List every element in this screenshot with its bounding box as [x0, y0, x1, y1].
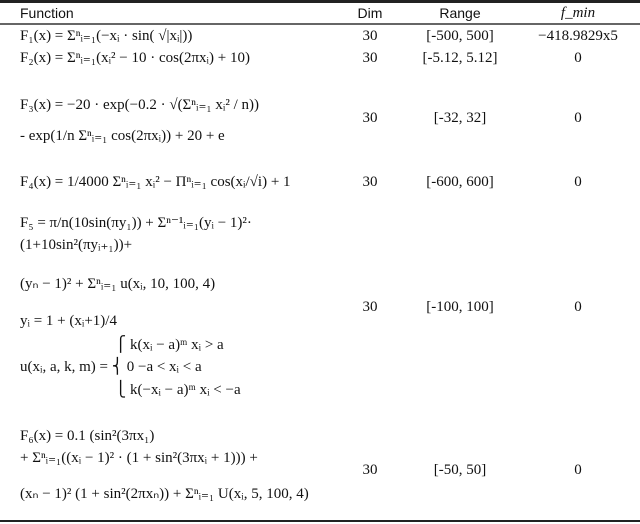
dim-f5: 30 [362, 299, 378, 315]
fmin-f5: 0 [574, 299, 582, 315]
formula-f1: F₁(x) = Σⁿᵢ₌₁(−xᵢ · sin( √|xᵢ|)) [20, 28, 193, 44]
fmin-f4: 0 [574, 174, 582, 190]
fmin-f6: 0 [574, 462, 582, 478]
header-range: Range [439, 5, 481, 21]
range-f2: [-5.12, 5.12] [422, 50, 498, 66]
dim-f3: 30 [362, 110, 378, 126]
formula-f5-line2: (1+10sin²(πyᵢ₊₁))+ [20, 237, 133, 253]
formula-f3-line1: F₃(x) = −20 · exp(−0.2 · √(Σⁿᵢ₌₁ xᵢ² / n)) [20, 97, 259, 113]
header-function: Function [20, 5, 74, 21]
formula-u-case2: u(xᵢ, a, k, m) = ⎨ 0 −a < xᵢ < a [20, 359, 202, 375]
top-rule [0, 0, 640, 3]
fmin-f2: 0 [574, 50, 582, 66]
formula-f6-line3: (xₙ − 1)² (1 + sin²(2πxₙ)) + Σⁿᵢ₌₁ U(xᵢ, 5, 100, 4) [20, 486, 309, 502]
header-fmin: f_min [560, 5, 596, 21]
formula-f2: F₂(x) = Σⁿᵢ₌₁(xᵢ² − 10 · cos(2πxᵢ) + 10) [20, 50, 250, 66]
formula-f6-line2: + Σⁿᵢ₌₁((xᵢ − 1)² · (1 + sin²(3πxᵢ + 1))) + [20, 450, 258, 466]
formula-u-case3: ⎩ k(−xᵢ − a)ᵐ xᵢ < −a [115, 382, 241, 398]
range-f6: [-50, 50] [433, 462, 487, 478]
range-f1: [-500, 500] [426, 28, 494, 44]
formula-u-case1: ⎧ k(xᵢ − a)ᵐ xᵢ > a [115, 337, 224, 353]
formula-f4: F₄(x) = 1/4000 Σⁿᵢ₌₁ xᵢ² − Πⁿᵢ₌₁ cos(xᵢ/√i) + 1 [20, 174, 291, 190]
range-f4: [-600, 600] [426, 174, 494, 190]
fmin-f3: 0 [574, 110, 582, 126]
bottom-rule [0, 520, 640, 522]
fmin-f1: −418.9829x5 [538, 28, 618, 44]
dim-f2: 30 [362, 50, 378, 66]
range-f3: [-32, 32] [433, 110, 487, 126]
range-f5: [-100, 100] [426, 299, 494, 315]
header-dim: Dim [357, 5, 383, 21]
formula-f5-line1: F₅ = π/n(10sin(πy₁)) + Σⁿ⁻¹ᵢ₌₁(yᵢ − 1)²· [20, 215, 252, 231]
formula-f3-line2: - exp(1/n Σⁿᵢ₌₁ cos(2πxᵢ)) + 20 + e [20, 128, 225, 144]
formula-f6-line1: F₆(x) = 0.1 (sin²(3πx₁) [20, 428, 155, 444]
dim-f4: 30 [362, 174, 378, 190]
formula-f5-yi: yᵢ = 1 + (xᵢ+1)/4 [20, 313, 117, 329]
formula-f5-line3: (yₙ − 1)² + Σⁿᵢ₌₁ u(xᵢ, 10, 100, 4) [20, 276, 216, 292]
header-rule [0, 23, 640, 25]
dim-f1: 30 [362, 28, 378, 44]
dim-f6: 30 [362, 462, 378, 478]
